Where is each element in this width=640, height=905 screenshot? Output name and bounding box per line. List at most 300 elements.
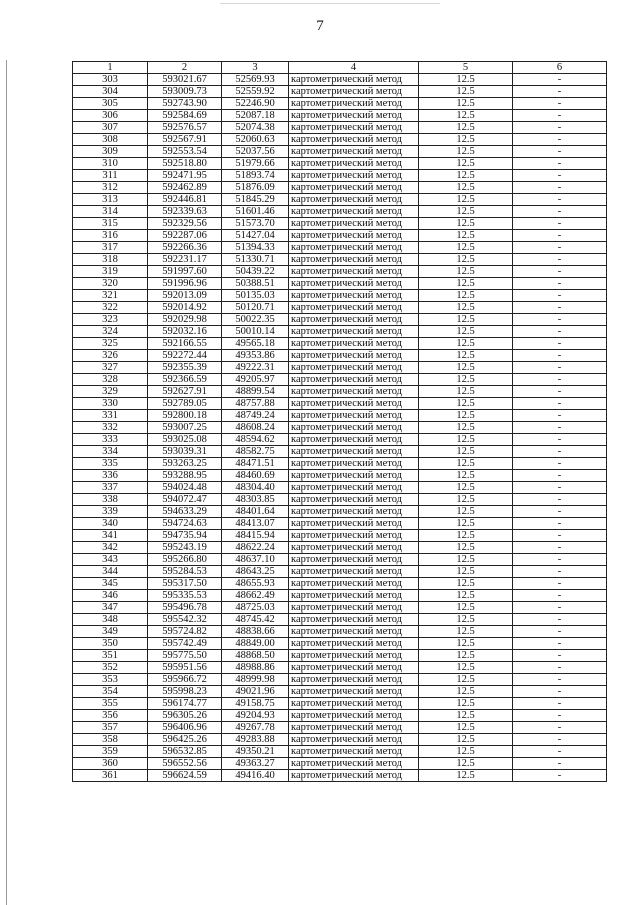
table-row (73, 470, 607, 482)
point-number-cell: 345 (73, 578, 148, 590)
point-number-cell: 359 (73, 746, 148, 758)
table-row (73, 530, 607, 542)
point-number-cell: 335 (73, 458, 148, 470)
method-cell: картометрический метод (289, 110, 419, 122)
point-number-cell: 338 (73, 494, 148, 506)
table-row (73, 326, 607, 338)
header-col-1: 1 (73, 62, 148, 74)
x-coordinate-cell: 592231.17 (148, 254, 222, 266)
table-row (73, 230, 607, 242)
x-coordinate-cell: 596624.59 (148, 770, 222, 782)
table-row (73, 542, 607, 554)
point-number-cell: 353 (73, 674, 148, 686)
accuracy-cell: 12.5 (419, 770, 513, 782)
point-number-cell: 331 (73, 410, 148, 422)
accuracy-cell: 12.5 (419, 110, 513, 122)
point-number-cell: 311 (73, 170, 148, 182)
accuracy-cell: 12.5 (419, 302, 513, 314)
x-coordinate-cell: 592272.44 (148, 350, 222, 362)
table-row (73, 614, 607, 626)
y-coordinate-cell: 51979.66 (222, 158, 289, 170)
table-row (73, 518, 607, 530)
note-cell: - (513, 326, 607, 338)
y-coordinate-cell: 48849.00 (222, 638, 289, 650)
note-cell: - (513, 614, 607, 626)
x-coordinate-cell: 592329.56 (148, 218, 222, 230)
method-cell: картометрический метод (289, 458, 419, 470)
point-number-cell: 310 (73, 158, 148, 170)
accuracy-cell: 12.5 (419, 530, 513, 542)
table-row (73, 566, 607, 578)
point-number-cell: 358 (73, 734, 148, 746)
method-cell: картометрический метод (289, 134, 419, 146)
accuracy-cell: 12.5 (419, 710, 513, 722)
x-coordinate-cell: 592584.69 (148, 110, 222, 122)
table-row (73, 98, 607, 110)
y-coordinate-cell: 48757.88 (222, 398, 289, 410)
x-coordinate-cell: 592553.54 (148, 146, 222, 158)
x-coordinate-cell: 594633.29 (148, 506, 222, 518)
table-row (73, 338, 607, 350)
x-coordinate-cell: 596532.85 (148, 746, 222, 758)
method-cell: картометрический метод (289, 638, 419, 650)
accuracy-cell: 12.5 (419, 746, 513, 758)
header-col-4: 4 (289, 62, 419, 74)
point-number-cell: 343 (73, 554, 148, 566)
y-coordinate-cell: 50010.14 (222, 326, 289, 338)
accuracy-cell: 12.5 (419, 542, 513, 554)
note-cell: - (513, 242, 607, 254)
accuracy-cell: 12.5 (419, 86, 513, 98)
accuracy-cell: 12.5 (419, 122, 513, 134)
x-coordinate-cell: 595966.72 (148, 674, 222, 686)
accuracy-cell: 12.5 (419, 242, 513, 254)
method-cell: картометрический метод (289, 674, 419, 686)
y-coordinate-cell: 51845.29 (222, 194, 289, 206)
x-coordinate-cell: 596552.56 (148, 758, 222, 770)
y-coordinate-cell: 48662.49 (222, 590, 289, 602)
x-coordinate-cell: 595284.53 (148, 566, 222, 578)
accuracy-cell: 12.5 (419, 98, 513, 110)
accuracy-cell: 12.5 (419, 698, 513, 710)
accuracy-cell: 12.5 (419, 554, 513, 566)
y-coordinate-cell: 49416.40 (222, 770, 289, 782)
x-coordinate-cell: 595724.82 (148, 626, 222, 638)
y-coordinate-cell: 51330.71 (222, 254, 289, 266)
table-row (73, 590, 607, 602)
x-coordinate-cell: 596305.26 (148, 710, 222, 722)
table-row (73, 242, 607, 254)
note-cell: - (513, 698, 607, 710)
method-cell: картометрический метод (289, 470, 419, 482)
point-number-cell: 303 (73, 74, 148, 86)
note-cell: - (513, 554, 607, 566)
y-coordinate-cell: 48594.62 (222, 434, 289, 446)
note-cell: - (513, 158, 607, 170)
point-number-cell: 315 (73, 218, 148, 230)
table-row (73, 398, 607, 410)
method-cell: картометрический метод (289, 218, 419, 230)
y-coordinate-cell: 48460.69 (222, 470, 289, 482)
x-coordinate-cell: 594024.48 (148, 482, 222, 494)
y-coordinate-cell: 48868.50 (222, 650, 289, 662)
method-cell: картометрический метод (289, 650, 419, 662)
point-number-cell: 357 (73, 722, 148, 734)
point-number-cell: 360 (73, 758, 148, 770)
y-coordinate-cell: 48401.64 (222, 506, 289, 518)
method-cell: картометрический метод (289, 578, 419, 590)
y-coordinate-cell: 50120.71 (222, 302, 289, 314)
y-coordinate-cell: 48988.86 (222, 662, 289, 674)
table-row (73, 146, 607, 158)
y-coordinate-cell: 48749.24 (222, 410, 289, 422)
x-coordinate-cell: 596406.96 (148, 722, 222, 734)
method-cell: картометрический метод (289, 506, 419, 518)
table-row (73, 482, 607, 494)
accuracy-cell: 12.5 (419, 602, 513, 614)
method-cell: картометрический метод (289, 170, 419, 182)
y-coordinate-cell: 48415.94 (222, 530, 289, 542)
point-number-cell: 318 (73, 254, 148, 266)
point-number-cell: 354 (73, 686, 148, 698)
table-row (73, 182, 607, 194)
x-coordinate-cell: 592366.59 (148, 374, 222, 386)
table-row (73, 734, 607, 746)
header-col-5: 5 (419, 62, 513, 74)
note-cell: - (513, 722, 607, 734)
note-cell: - (513, 266, 607, 278)
table-row (73, 422, 607, 434)
accuracy-cell: 12.5 (419, 638, 513, 650)
table-row (73, 170, 607, 182)
table-row (73, 506, 607, 518)
y-coordinate-cell: 50439.22 (222, 266, 289, 278)
point-number-cell: 330 (73, 398, 148, 410)
page-number: 7 (316, 18, 324, 34)
point-number-cell: 339 (73, 506, 148, 518)
note-cell: - (513, 518, 607, 530)
method-cell: картометрический метод (289, 698, 419, 710)
point-number-cell: 348 (73, 614, 148, 626)
x-coordinate-cell: 595542.32 (148, 614, 222, 626)
note-cell: - (513, 314, 607, 326)
scan-edge-mark (220, 3, 440, 4)
table-row (73, 578, 607, 590)
method-cell: картометрический метод (289, 686, 419, 698)
table-row (73, 638, 607, 650)
y-coordinate-cell: 51427.04 (222, 230, 289, 242)
x-coordinate-cell: 592743.90 (148, 98, 222, 110)
accuracy-cell: 12.5 (419, 590, 513, 602)
table-row (73, 194, 607, 206)
method-cell: картометрический метод (289, 554, 419, 566)
y-coordinate-cell: 49565.18 (222, 338, 289, 350)
note-cell: - (513, 302, 607, 314)
method-cell: картометрический метод (289, 74, 419, 86)
point-number-cell: 312 (73, 182, 148, 194)
table-row (73, 278, 607, 290)
note-cell: - (513, 122, 607, 134)
note-cell: - (513, 374, 607, 386)
point-number-cell: 324 (73, 326, 148, 338)
point-number-cell: 334 (73, 446, 148, 458)
x-coordinate-cell: 595317.50 (148, 578, 222, 590)
x-coordinate-cell: 591997.60 (148, 266, 222, 278)
point-number-cell: 342 (73, 542, 148, 554)
table-row (73, 386, 607, 398)
method-cell: картометрический метод (289, 722, 419, 734)
method-cell: картометрический метод (289, 398, 419, 410)
note-cell: - (513, 662, 607, 674)
accuracy-cell: 12.5 (419, 218, 513, 230)
method-cell: картометрический метод (289, 530, 419, 542)
note-cell: - (513, 434, 607, 446)
point-number-cell: 304 (73, 86, 148, 98)
note-cell: - (513, 482, 607, 494)
x-coordinate-cell: 592355.39 (148, 362, 222, 374)
note-cell: - (513, 74, 607, 86)
x-coordinate-cell: 594735.94 (148, 530, 222, 542)
y-coordinate-cell: 48745.42 (222, 614, 289, 626)
table-row (73, 134, 607, 146)
accuracy-cell: 12.5 (419, 290, 513, 302)
method-cell: картометрический метод (289, 614, 419, 626)
accuracy-cell: 12.5 (419, 278, 513, 290)
y-coordinate-cell: 48608.24 (222, 422, 289, 434)
point-number-cell: 341 (73, 530, 148, 542)
point-number-cell: 325 (73, 338, 148, 350)
table-row (73, 554, 607, 566)
point-number-cell: 313 (73, 194, 148, 206)
method-cell: картометрический метод (289, 206, 419, 218)
accuracy-cell: 12.5 (419, 374, 513, 386)
x-coordinate-cell: 592800.18 (148, 410, 222, 422)
accuracy-cell: 12.5 (419, 446, 513, 458)
table-row (73, 446, 607, 458)
note-cell: - (513, 278, 607, 290)
point-number-cell: 314 (73, 206, 148, 218)
y-coordinate-cell: 50135.03 (222, 290, 289, 302)
accuracy-cell: 12.5 (419, 194, 513, 206)
table-header-row (73, 62, 607, 74)
note-cell: - (513, 398, 607, 410)
y-coordinate-cell: 50022.35 (222, 314, 289, 326)
accuracy-cell: 12.5 (419, 494, 513, 506)
accuracy-cell: 12.5 (419, 338, 513, 350)
table-row (73, 710, 607, 722)
table-row (73, 686, 607, 698)
table-row (73, 254, 607, 266)
y-coordinate-cell: 48725.03 (222, 602, 289, 614)
point-number-cell: 349 (73, 626, 148, 638)
method-cell: картометрический метод (289, 518, 419, 530)
note-cell: - (513, 446, 607, 458)
table-row (73, 698, 607, 710)
method-cell: картометрический метод (289, 266, 419, 278)
y-coordinate-cell: 49267.78 (222, 722, 289, 734)
point-number-cell: 356 (73, 710, 148, 722)
y-coordinate-cell: 51601.46 (222, 206, 289, 218)
x-coordinate-cell: 593263.25 (148, 458, 222, 470)
point-number-cell: 332 (73, 422, 148, 434)
table-row (73, 458, 607, 470)
accuracy-cell: 12.5 (419, 314, 513, 326)
x-coordinate-cell: 593007.25 (148, 422, 222, 434)
method-cell: картометрический метод (289, 626, 419, 638)
method-cell: картометрический метод (289, 446, 419, 458)
y-coordinate-cell: 51573.70 (222, 218, 289, 230)
method-cell: картометрический метод (289, 326, 419, 338)
note-cell: - (513, 602, 607, 614)
accuracy-cell: 12.5 (419, 758, 513, 770)
x-coordinate-cell: 595335.53 (148, 590, 222, 602)
method-cell: картометрический метод (289, 98, 419, 110)
point-number-cell: 306 (73, 110, 148, 122)
y-coordinate-cell: 48999.98 (222, 674, 289, 686)
point-number-cell: 327 (73, 362, 148, 374)
note-cell: - (513, 590, 607, 602)
method-cell: картометрический метод (289, 146, 419, 158)
point-number-cell: 308 (73, 134, 148, 146)
accuracy-cell: 12.5 (419, 722, 513, 734)
x-coordinate-cell: 592789.05 (148, 398, 222, 410)
method-cell: картометрический метод (289, 542, 419, 554)
x-coordinate-cell: 592518.80 (148, 158, 222, 170)
method-cell: картометрический метод (289, 602, 419, 614)
x-coordinate-cell: 595266.80 (148, 554, 222, 566)
header-col-2: 2 (148, 62, 222, 74)
accuracy-cell: 12.5 (419, 614, 513, 626)
table-row (73, 674, 607, 686)
note-cell: - (513, 746, 607, 758)
x-coordinate-cell: 595243.19 (148, 542, 222, 554)
note-cell: - (513, 218, 607, 230)
accuracy-cell: 12.5 (419, 74, 513, 86)
point-number-cell: 333 (73, 434, 148, 446)
accuracy-cell: 12.5 (419, 626, 513, 638)
note-cell: - (513, 110, 607, 122)
accuracy-cell: 12.5 (419, 662, 513, 674)
x-coordinate-cell: 592446.81 (148, 194, 222, 206)
method-cell: картометрический метод (289, 770, 419, 782)
accuracy-cell: 12.5 (419, 686, 513, 698)
note-cell: - (513, 206, 607, 218)
accuracy-cell: 12.5 (419, 434, 513, 446)
note-cell: - (513, 530, 607, 542)
note-cell: - (513, 410, 607, 422)
accuracy-cell: 12.5 (419, 650, 513, 662)
note-cell: - (513, 650, 607, 662)
y-coordinate-cell: 48471.51 (222, 458, 289, 470)
table-row (73, 746, 607, 758)
coordinates-table (72, 61, 607, 782)
y-coordinate-cell: 52087.18 (222, 110, 289, 122)
point-number-cell: 307 (73, 122, 148, 134)
x-coordinate-cell: 595496.78 (148, 602, 222, 614)
point-number-cell: 346 (73, 590, 148, 602)
point-number-cell: 323 (73, 314, 148, 326)
method-cell: картометрический метод (289, 242, 419, 254)
x-coordinate-cell: 592627.91 (148, 386, 222, 398)
note-cell: - (513, 386, 607, 398)
method-cell: картометрический метод (289, 422, 419, 434)
note-cell: - (513, 710, 607, 722)
method-cell: картометрический метод (289, 254, 419, 266)
y-coordinate-cell: 48637.10 (222, 554, 289, 566)
x-coordinate-cell: 595742.49 (148, 638, 222, 650)
note-cell: - (513, 734, 607, 746)
x-coordinate-cell: 593039.31 (148, 446, 222, 458)
method-cell: картометрический метод (289, 230, 419, 242)
note-cell: - (513, 134, 607, 146)
accuracy-cell: 12.5 (419, 362, 513, 374)
point-number-cell: 309 (73, 146, 148, 158)
method-cell: картометрический метод (289, 302, 419, 314)
x-coordinate-cell: 592032.16 (148, 326, 222, 338)
x-coordinate-cell: 592576.57 (148, 122, 222, 134)
point-number-cell: 352 (73, 662, 148, 674)
x-coordinate-cell: 596425.26 (148, 734, 222, 746)
method-cell: картометрический метод (289, 350, 419, 362)
accuracy-cell: 12.5 (419, 182, 513, 194)
point-number-cell: 350 (73, 638, 148, 650)
x-coordinate-cell: 592287.06 (148, 230, 222, 242)
y-coordinate-cell: 51394.33 (222, 242, 289, 254)
accuracy-cell: 12.5 (419, 350, 513, 362)
point-number-cell: 351 (73, 650, 148, 662)
table-row (73, 722, 607, 734)
accuracy-cell: 12.5 (419, 518, 513, 530)
table-row (73, 770, 607, 782)
x-coordinate-cell: 593009.73 (148, 86, 222, 98)
note-cell: - (513, 566, 607, 578)
y-coordinate-cell: 48582.75 (222, 446, 289, 458)
y-coordinate-cell: 49283.88 (222, 734, 289, 746)
y-coordinate-cell: 49222.31 (222, 362, 289, 374)
accuracy-cell: 12.5 (419, 386, 513, 398)
accuracy-cell: 12.5 (419, 398, 513, 410)
accuracy-cell: 12.5 (419, 134, 513, 146)
table-row (73, 314, 607, 326)
point-number-cell: 355 (73, 698, 148, 710)
accuracy-cell: 12.5 (419, 422, 513, 434)
method-cell: картометрический метод (289, 410, 419, 422)
accuracy-cell: 12.5 (419, 146, 513, 158)
accuracy-cell: 12.5 (419, 326, 513, 338)
note-cell: - (513, 686, 607, 698)
y-coordinate-cell: 49205.97 (222, 374, 289, 386)
table-row (73, 374, 607, 386)
y-coordinate-cell: 48303.85 (222, 494, 289, 506)
point-number-cell: 340 (73, 518, 148, 530)
method-cell: картометрический метод (289, 566, 419, 578)
y-coordinate-cell: 49021.96 (222, 686, 289, 698)
table-row (73, 290, 607, 302)
method-cell: картометрический метод (289, 590, 419, 602)
note-cell: - (513, 758, 607, 770)
note-cell: - (513, 470, 607, 482)
point-number-cell: 305 (73, 98, 148, 110)
x-coordinate-cell: 593025.08 (148, 434, 222, 446)
method-cell: картометрический метод (289, 482, 419, 494)
table-row (73, 110, 607, 122)
table-row (73, 662, 607, 674)
table-row (73, 158, 607, 170)
table-row (73, 650, 607, 662)
note-cell: - (513, 182, 607, 194)
y-coordinate-cell: 48622.24 (222, 542, 289, 554)
y-coordinate-cell: 48413.07 (222, 518, 289, 530)
